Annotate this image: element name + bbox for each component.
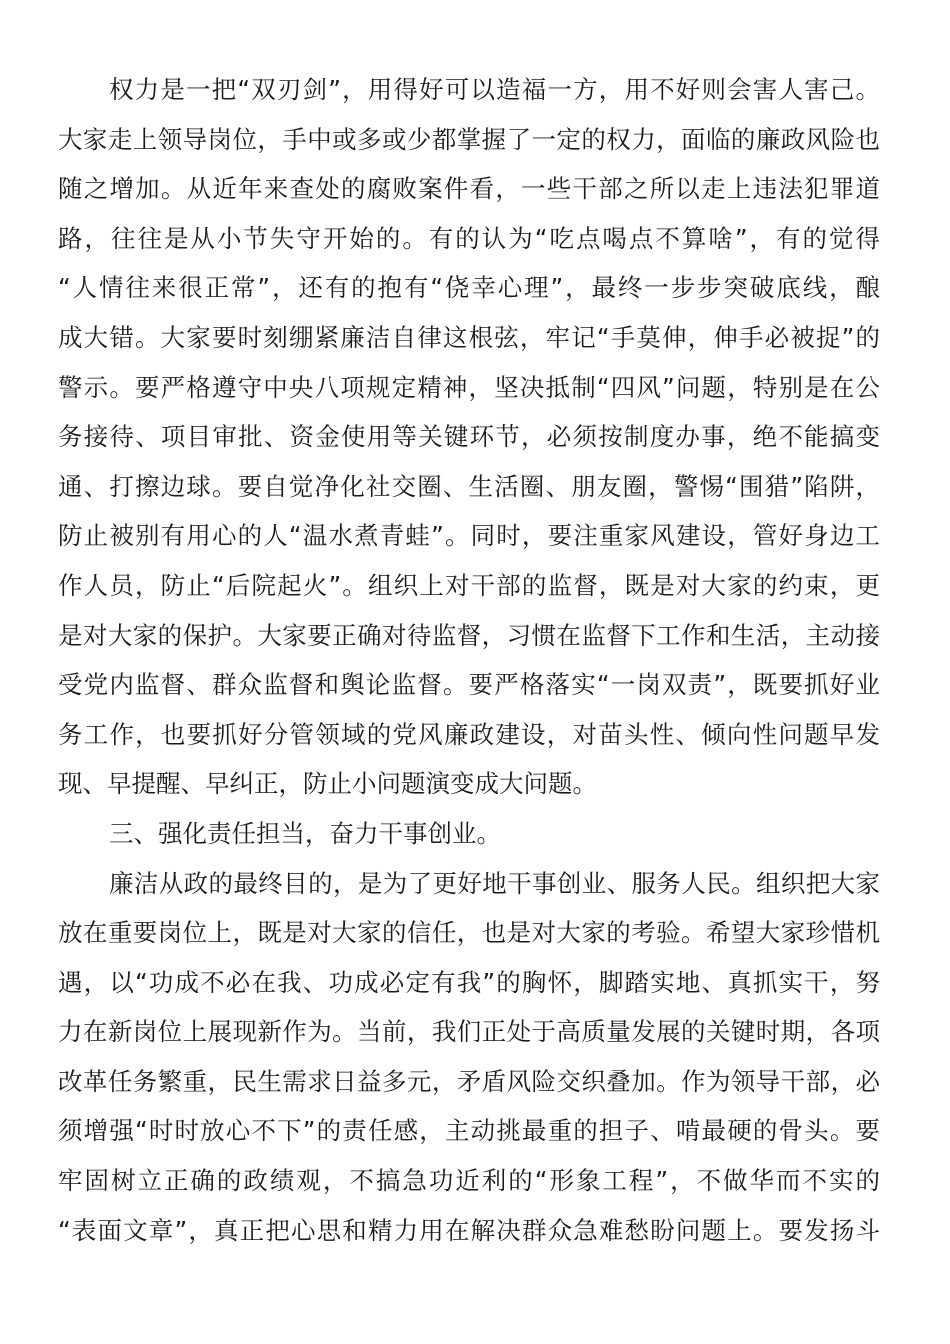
paragraph-2-line-2: 放在重要岗位上，既是对大家的信任，也是对大家的考验。希望大家珍惜机 [58, 918, 880, 948]
paragraph-1-line-14: 务工作，也要抓好分管领域的党风廉政建设，对苗头性、倾向性问题早发 [58, 719, 880, 749]
paragraph-2-line-3: 遇，以“功成不必在我、功成必定有我”的胸怀，脚踏实地、真抓实干，努 [58, 967, 880, 997]
paragraph-1-line-9: 通、打擦边球。要自觉净化社交圈、生活圈、朋友圈，警惕“围猎”陷阱， [58, 471, 880, 501]
document-body [58, 65, 880, 1255]
paragraph-1-line-3: 随之增加。从近年来查处的腐败案件看，一些干部之所以走上违法犯罪道 [58, 174, 880, 204]
paragraph-1-line-2: 大家走上领导岗位，手中或多或少都掌握了一定的权力，面临的廉政风险也 [58, 124, 880, 154]
paragraph-1-line-1: 权力是一把“双刃剑”，用得好可以造福一方，用不好则会害人害己。 [109, 75, 880, 104]
paragraph-2-line-7: 牢固树立正确的政绩观，不搞急功近利的“形象工程”，不做华而不实的 [58, 1166, 880, 1196]
paragraph-1-line-15: 现、早提醒、早纠正，防止小问题演变成大问题。 [58, 769, 597, 799]
paragraph-2-line-1: 廉洁从政的最终目的，是为了更好地干事创业、服务人民。组织把大家 [109, 868, 880, 898]
paragraph-2-line-6: 须增强“时时放心不下”的责任感，主动挑最重的担子、啃最硬的骨头。要 [58, 1116, 880, 1146]
paragraph-2-line-8: “表面文章”，真正把心思和精力用在解决群众急难愁盼问题上。要发扬斗 [58, 1215, 880, 1245]
section-heading-3: 三、强化责任担当，奋力干事创业。 [109, 818, 501, 848]
paragraph-1-line-13: 受党内监督、群众监督和舆论监督。要严格落实“一岗双责”，既要抓好业 [58, 670, 880, 700]
paragraph-2-line-5: 改革任务繁重，民生需求日益多元，矛盾风险交织叠加。作为领导干部，必 [58, 1066, 880, 1096]
paragraph-2-line-4: 力在新岗位上展现新作为。当前，我们正处于高质量发展的关键时期，各项 [58, 1017, 880, 1047]
paragraph-1-line-4: 路，往往是从小节失守开始的。有的认为“吃点喝点不算啥”，有的觉得 [58, 223, 880, 253]
paragraph-1-line-11: 作人员，防止“后院起火”。组织上对干部的监督，既是对大家的约束，更 [58, 570, 880, 600]
paragraph-1-line-5: “人情往来很正常”，还有的抱有“侥幸心理”，最终一步步突破底线，酿 [58, 273, 880, 303]
paragraph-1-line-6: 成大错。大家要时刻绷紧廉洁自律这根弦，牢记“手莫伸，伸手必被捉”的 [58, 322, 880, 352]
paragraph-1-line-12: 是对大家的保护。大家要正确对待监督，习惯在监督下工作和生活，主动接 [58, 620, 880, 650]
paragraph-1-line-8: 务接待、项目审批、资金使用等关键环节，必须按制度办事，绝不能搞变 [58, 422, 880, 452]
paragraph-1-line-7: 警示。要严格遵守中央八项规定精神，坚决抵制“四风”问题，特别是在公 [58, 372, 880, 402]
paragraph-1-line-10: 防止被别有用心的人“温水煮青蛙”。同时，要注重家风建设，管好身边工 [58, 521, 880, 551]
